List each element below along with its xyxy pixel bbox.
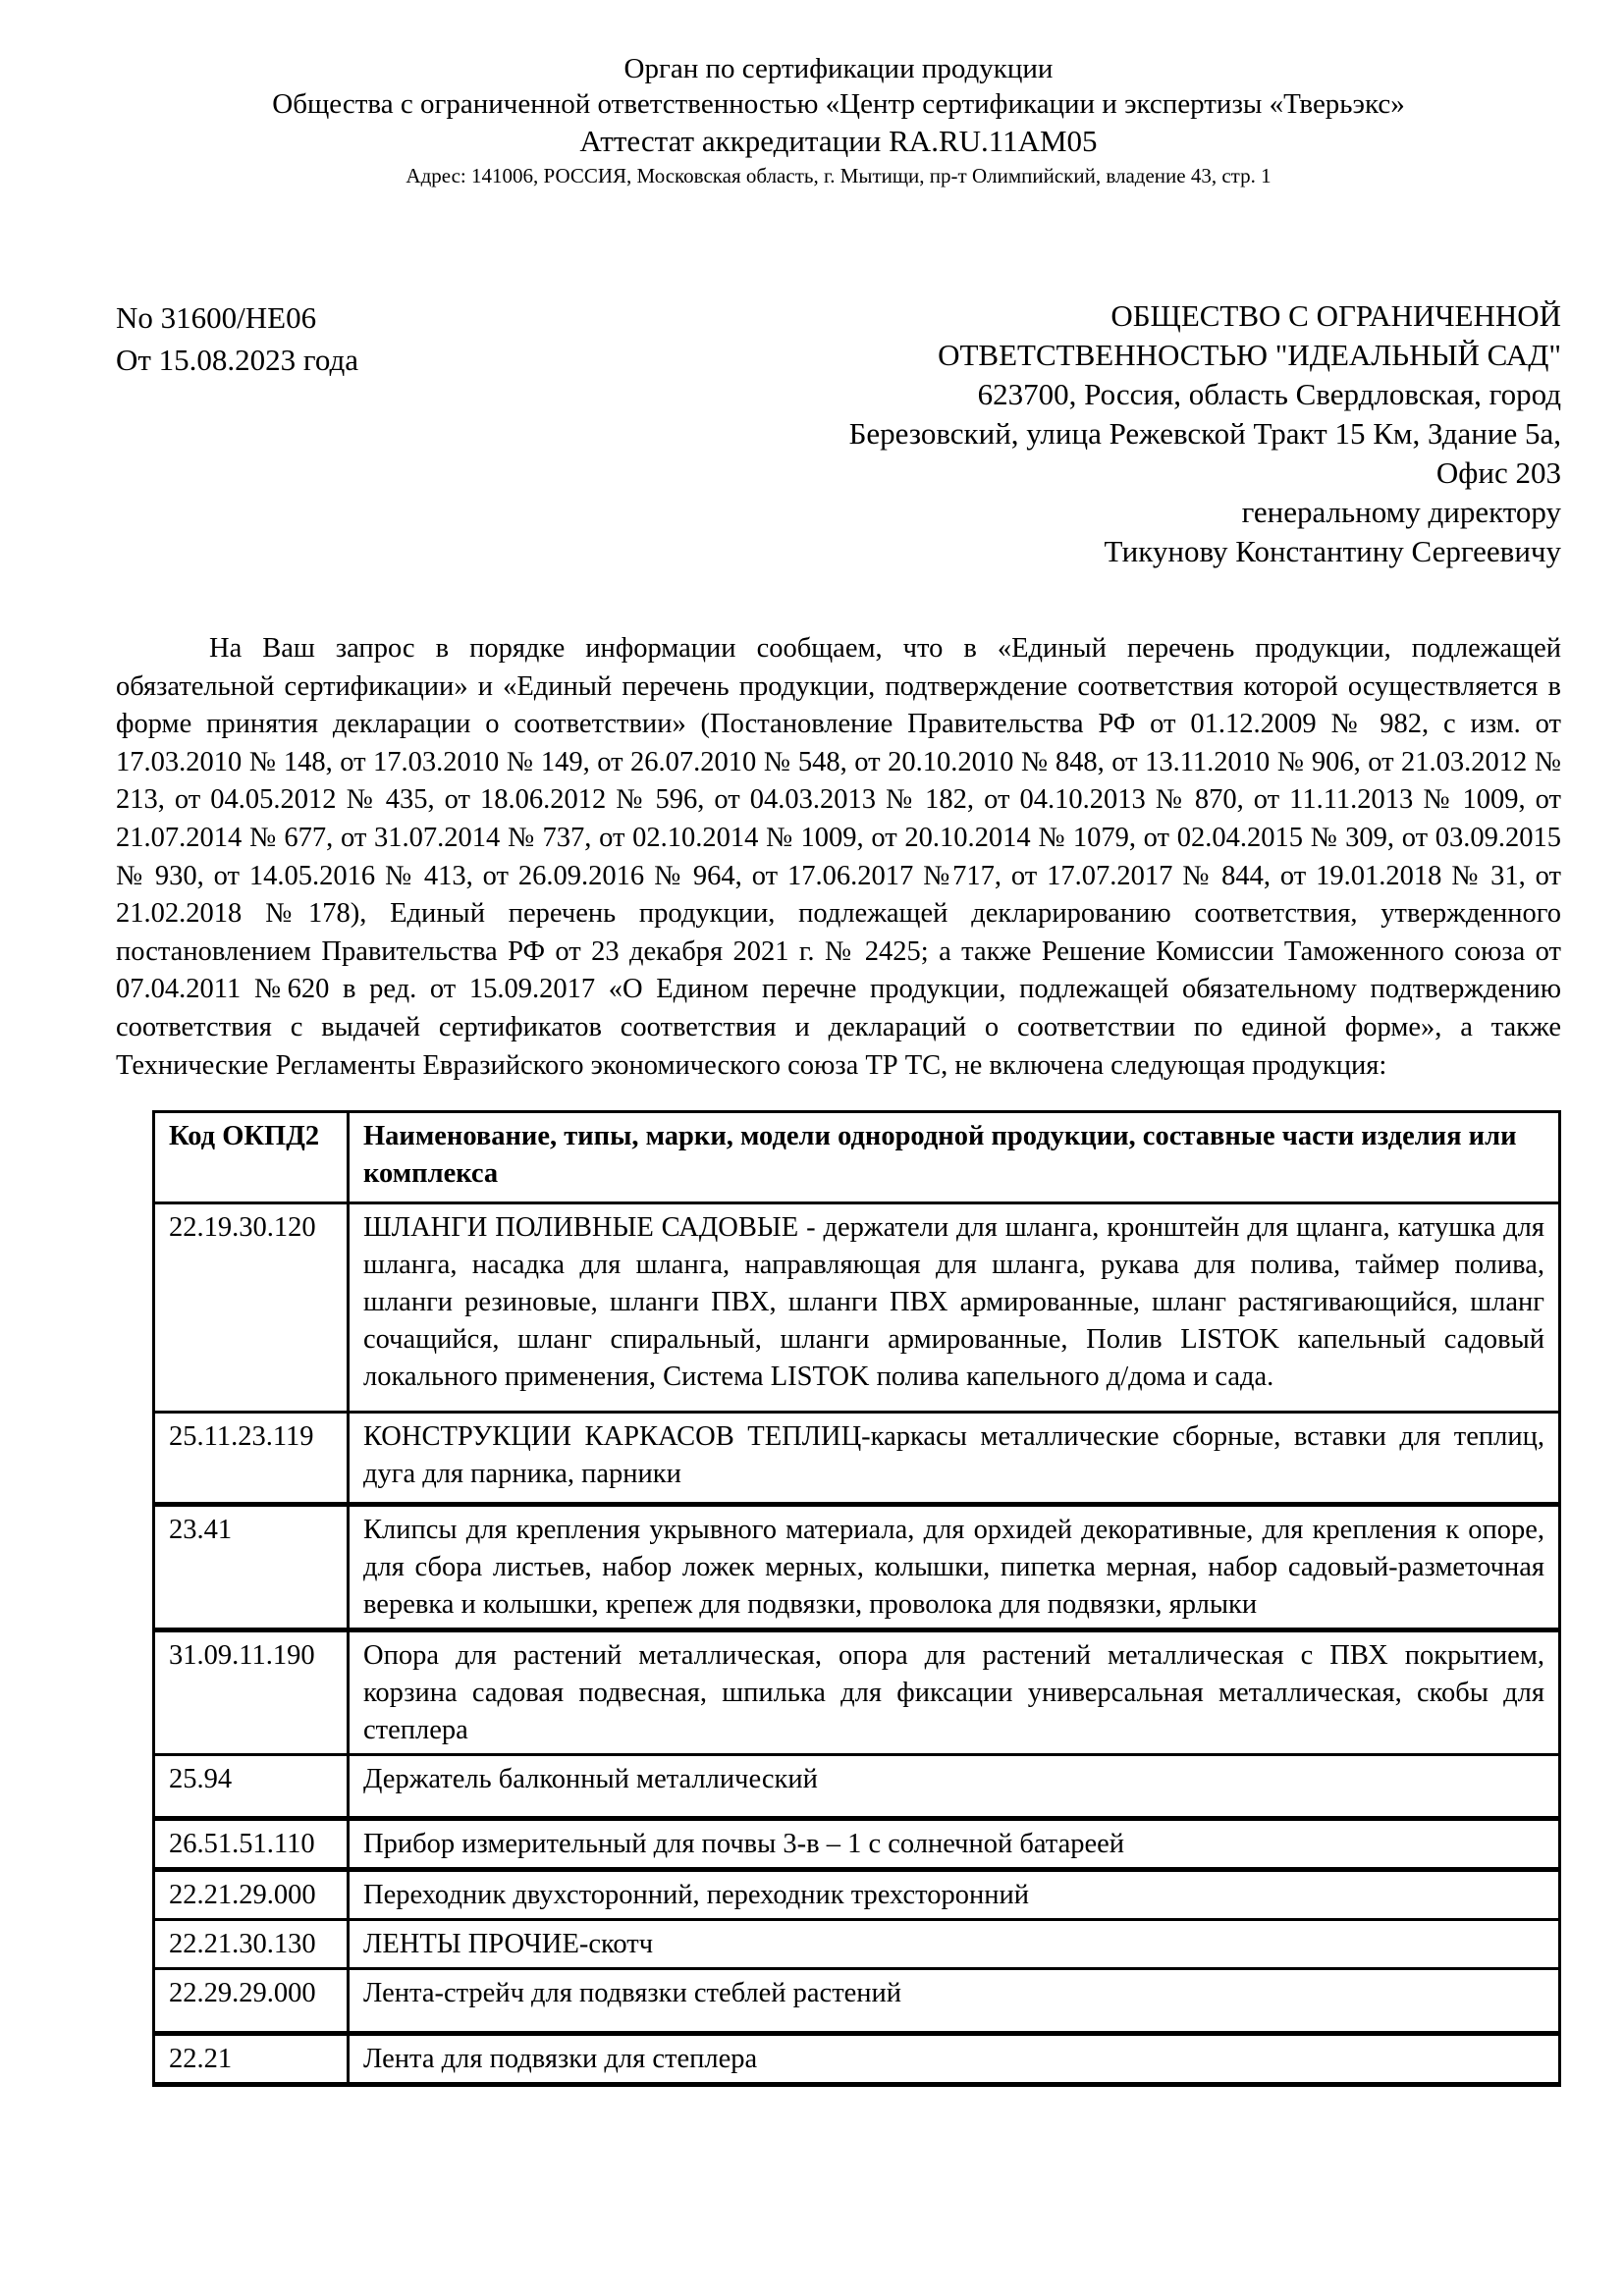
body-paragraph: На Ваш запрос в порядке информации сообщаем, что в «Единый перечень продукции, подлежащей обязательной сертификации» и «Единый перечень продукции, подтверждение соответствия которой осуществляется в форме принятия декларации о соответствии» (Постановление Правительства РФ от 01.12.2009 № 982, с изм. от 17.03.2010 № 148, от 17.03.2010 № 149, от 26.07.2010 № 548, от 20.10.2010 № 848, от 13.11.2010 № 906, от 21.03.2012 № 213, от 04.05.2012 № 435, от 18.06.2012 № 596, от 04.03.2013 № 182, от 04.10.2013 № 870, от 11.11.2013 № 1009, от 21.07.2014 № 677, от 31.07.2014 № 737, от 02.10.2014 № 1009, от 20.10.2014 № 1079, от 02.04.2015 № 309, от 03.09.2015 № 930, от 14.05.2016 № 413, от 26.09.2016 № 964, от 17.06.2017 №717, от 17.07.2017 № 844, от 19.01.2018 № 31, от 21.02.2018 №178), Единый перечень продукции, подлежащей декларированию соответствия, утвержденного постановлением Правительства РФ от 23 декабря 2021 г. № 2425; а также Решение Комиссии Таможенного союза от 07.04.2011 №620 в ред. от 15.09.2017 «О Едином перечне продукции, подлежащей обязательному подтверждению соответствия с выдачей сертификатов соответствия и деклараций о соответствии по единой форме», а также Технические Регламенты Евразийского экономического союза ТР ТС, не включена следующая продукция: — [116, 633, 1561, 1081]
cell-name: Прибор измерительный для почвы 3-в – 1 с солнечной батареей — [349, 1819, 1560, 1870]
cell-code: 22.29.29.000 — [154, 1969, 349, 2034]
table-row — [154, 1819, 1560, 1870]
cell-name: ШЛАНГИ ПОЛИВНЫЕ САДОВЫЕ - держатели для шланга, кронштейн для щланга, катушка для шланга, насадка для шланга, направляющая для шланга, рукава для полива, таймер полива, шланги резиновые, шланги ПВХ, шланги ПВХ армированные, шланг растягивающийся, шланг сочащийся, шланг спиральный, шланги армированные, Полив LISTOK капельный садовый локального применения, Система LISTOK полива капельного д/дома и сада. — [349, 1203, 1560, 1413]
table-row — [154, 1630, 1560, 1755]
cell-code: 25.11.23.119 — [154, 1413, 349, 1505]
addressee-company-line1: ОБЩЕСТВО С ОГРАНИЧЕННОЙ — [1110, 298, 1561, 333]
cell-name: Лента для подвязки для степлера — [349, 2034, 1560, 2085]
cell-code: 22.21.29.000 — [154, 1870, 349, 1920]
addressee-address-line1: 623700, Россия, область Свердловская, город — [977, 377, 1561, 411]
reference-date: От 15.08.2023 года — [116, 343, 359, 377]
cell-code: 22.19.30.120 — [154, 1203, 349, 1413]
reference-number: No 31600/HE06 — [116, 300, 317, 335]
table-row — [154, 1870, 1560, 1920]
reference-block — [116, 296, 358, 381]
addressee-position: генеральному директору — [1241, 495, 1561, 529]
letterhead-org-title: Орган по сертификации продукции — [623, 53, 1054, 84]
cell-code: 22.21.30.130 — [154, 1920, 349, 1969]
products-table — [152, 1110, 1561, 2087]
cell-code: 31.09.11.190 — [154, 1630, 349, 1755]
cell-code: 26.51.51.110 — [154, 1819, 349, 1870]
addressee-company-line2: ОТВЕТСТВЕННОСТЬЮ "ИДЕАЛЬНЫЙ САД" — [938, 338, 1561, 372]
cell-code: 25.94 — [154, 1755, 349, 1819]
letterhead-org-name: Общества с ограниченной ответственностью «Центр сертификации и экспертизы «Тверьэкс» — [272, 88, 1405, 120]
table-row — [154, 1755, 1560, 1819]
letterhead — [116, 51, 1561, 190]
cell-code: 23.41 — [154, 1505, 349, 1630]
addressee-person: Тикунову Константину Сергеевичу — [1104, 534, 1561, 568]
table-row — [154, 1413, 1560, 1505]
table-row — [154, 1920, 1560, 1969]
table-header-name: Наименование, типы, марки, модели однородной продукции, составные части изделия или комплекса — [349, 1112, 1560, 1203]
cell-code: 22.21 — [154, 2034, 349, 2085]
reference-section — [116, 296, 1561, 571]
table-row — [154, 1203, 1560, 1413]
letterhead-address: Адрес: 141006, РОССИЯ, Московская область, г. Мытищи, пр-т Олимпийский, владение 43, стр. 1 — [406, 164, 1272, 187]
table-row — [154, 1969, 1560, 2034]
cell-name: ЛЕНТЫ ПРОЧИЕ-скотч — [349, 1920, 1560, 1969]
addressee-block — [677, 296, 1561, 571]
cell-name: Клипсы для крепления укрывного материала, для орхидей декоративные, для крепления к опоре, для сбора листьев, набор ложек мерных, колышки, пипетка мерная, набор садовый-разметочная веревка и колышки, крепеж для подвязки, проволока для подвязки, ярлыки — [349, 1505, 1560, 1630]
letterhead-accreditation: Аттестат аккредитации RA.RU.11АМ05 — [579, 124, 1098, 158]
cell-name: Переходник двухсторонний, переходник трехсторонний — [349, 1870, 1560, 1920]
table-header-code: Код ОКПД2 — [154, 1112, 349, 1203]
cell-name: Лента-стрейч для подвязки стеблей растений — [349, 1969, 1560, 2034]
table-header-row — [154, 1112, 1560, 1203]
table-row — [154, 1505, 1560, 1630]
addressee-address-line3: Офис 203 — [1435, 455, 1561, 490]
addressee-address-line2: Березовский, улица Режевской Тракт 15 Км, Здание 5а, — [848, 416, 1561, 451]
cell-name: Держатель балконный металлический — [349, 1755, 1560, 1819]
table-row — [154, 2034, 1560, 2085]
cell-name: Опора для растений металлическая, опора для растений металлическая с ПВХ покрытием, корзина садовая подвесная, шпилька для фиксации универсальная металлическая, скобы для степлера — [349, 1630, 1560, 1755]
cell-name: КОНСТРУКЦИИ КАРКАСОВ ТЕПЛИЦ-каркасы металлические сборные, вставки для теплиц, дуга для парника, парники — [349, 1413, 1560, 1505]
